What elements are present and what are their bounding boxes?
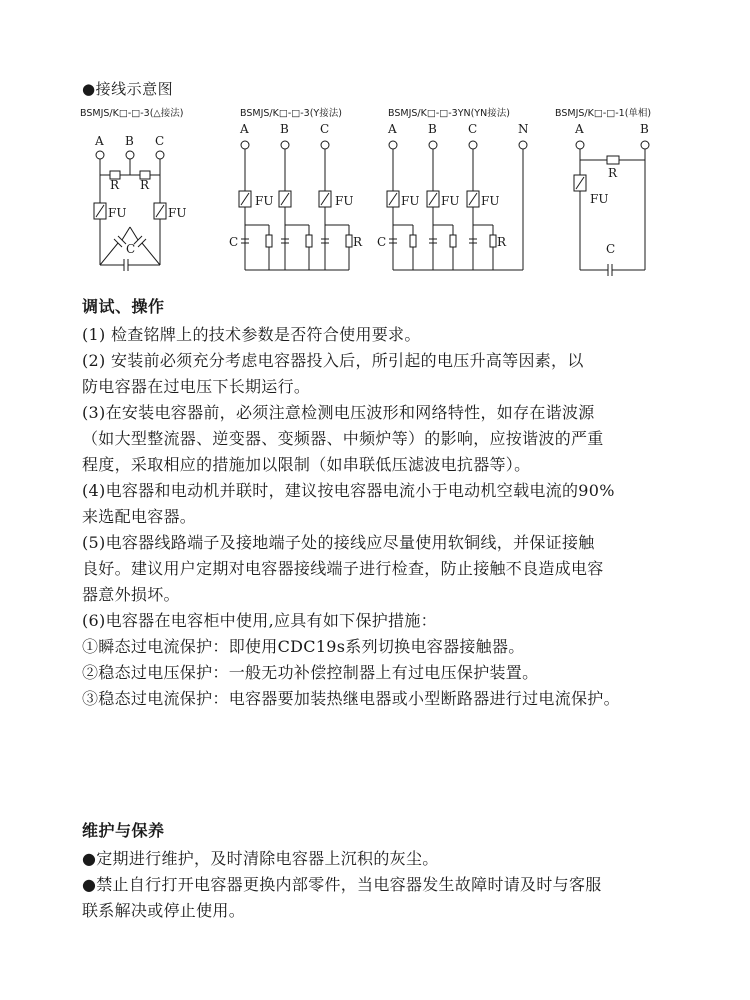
terminal-c: C [155, 134, 165, 148]
diagram-yn [373, 105, 543, 285]
operation-line: 器意外损坏。 [82, 585, 180, 604]
maintenance-body [82, 846, 702, 924]
terminal-node [126, 151, 134, 159]
terminal-a: A [240, 122, 249, 136]
operation-line: (5)电容器线路端子及接地端子处的接线应尽量使用软铜线，并保证接触 [82, 533, 595, 552]
operation-title: 调试、操作 [82, 297, 165, 316]
fuse-label: FU [335, 194, 354, 208]
terminal-n: N [518, 122, 529, 136]
diagram-label-y: BSMJS/K□-□-3(Y接法) [240, 108, 342, 119]
operation-body [82, 322, 702, 712]
terminal-b: B [280, 122, 289, 136]
maintenance-line: ●定期进行维护，及时清除电容器上沉积的灰尘。 [82, 849, 439, 868]
operation-line: 防电容器在过电压下长期运行。 [82, 377, 311, 396]
capacitor-label: C [229, 235, 239, 249]
wiring-diagrams [80, 105, 700, 285]
terminal-a: A [95, 134, 104, 148]
operation-line: (2) 安装前必须充分考虑电容器投入后，所引起的电压升高等因素，以 [82, 351, 584, 370]
maintenance-line: 联系解决或停止使用。 [82, 901, 246, 920]
maintenance-line: ●禁止自行打开电容器更换内部零件，当电容器发生故障时请及时与客服 [82, 875, 602, 894]
operation-line: （如大型整流器、逆变器、变频器、中频炉等）的影响，应按谐波的严重 [82, 429, 604, 448]
fuse-label: FU [481, 194, 500, 208]
resistor-icon [490, 235, 496, 247]
resistor-icon [306, 235, 312, 247]
fuse-label: FU [590, 192, 609, 206]
terminal-node [156, 151, 164, 159]
operation-line: 程度，采取相应的措施加以限制（如串联低压滤波电抗器等）。 [82, 455, 531, 474]
operation-line: 良好。建议用户定期对电容器接线端子进行检查，防止接触不良造成电容 [82, 559, 604, 578]
operation-line: ②稳态过电压保护：一般无功补偿控制器上有过电压保护装置。 [82, 663, 539, 682]
operation-line: (4)电容器和电动机并联时，建议按电容器电流小于电动机空载电流的90% [82, 481, 615, 500]
terminal-c: C [320, 122, 330, 136]
capacitor-label: C [377, 235, 387, 249]
terminal-c: C [468, 122, 478, 136]
diagram-label-yn: BSMJS/K□-□-3YN(YN接法) [388, 108, 510, 119]
operation-line: (3)在安装电容器前，必须注意检测电压波形和网络特性，如存在谐波源 [82, 403, 595, 422]
terminal-a: A [575, 122, 584, 136]
diagram-single-phase [560, 105, 700, 285]
resistor-icon [450, 235, 456, 247]
maintenance-title: 维护与保养 [82, 821, 165, 840]
terminal-a: A [388, 122, 397, 136]
fuse-label: FU [441, 194, 460, 208]
capacitor-label: C [606, 242, 616, 256]
operation-line: 来选配电容器。 [82, 507, 197, 526]
fuse-label: FU [255, 194, 274, 208]
resistor-icon [266, 235, 272, 247]
diagram-label-single: BSMJS/K□-□-1(单相) [555, 108, 652, 119]
terminal-node [96, 151, 104, 159]
resistor-label: R [140, 178, 150, 192]
diagram-delta [80, 105, 220, 285]
wiring-diagram-title: ●接线示意图 [82, 80, 174, 98]
fuse-label: FU [108, 206, 127, 220]
fuse-label: FU [401, 194, 420, 208]
resistor-icon [607, 156, 619, 164]
resistor-label: R [353, 235, 363, 249]
resistor-label: R [110, 178, 120, 192]
operation-line: ①瞬态过电流保护：即使用CDC19s系列切换电容器接触器。 [82, 637, 525, 656]
terminal-b: B [640, 122, 649, 136]
capacitor-label: C [126, 242, 136, 256]
operation-line: ③稳态过电流保护：电容器要加装热继电器或小型断路器进行过电流保护。 [82, 689, 620, 708]
terminal-b: B [428, 122, 437, 136]
diagram-y [225, 105, 375, 285]
operation-line: (1) 检查铭牌上的技术参数是否符合使用要求。 [82, 325, 421, 344]
resistor-icon [346, 235, 352, 247]
resistor-label: R [497, 235, 507, 249]
terminal-b: B [125, 134, 134, 148]
diagram-label-delta: BSMJS/K□-□-3(△接法) [80, 108, 184, 119]
resistor-icon [410, 235, 416, 247]
operation-line: (6)电容器在电容柜中使用,应具有如下保护措施： [82, 611, 437, 630]
resistor-label: R [608, 166, 618, 180]
fuse-label: FU [168, 206, 187, 220]
